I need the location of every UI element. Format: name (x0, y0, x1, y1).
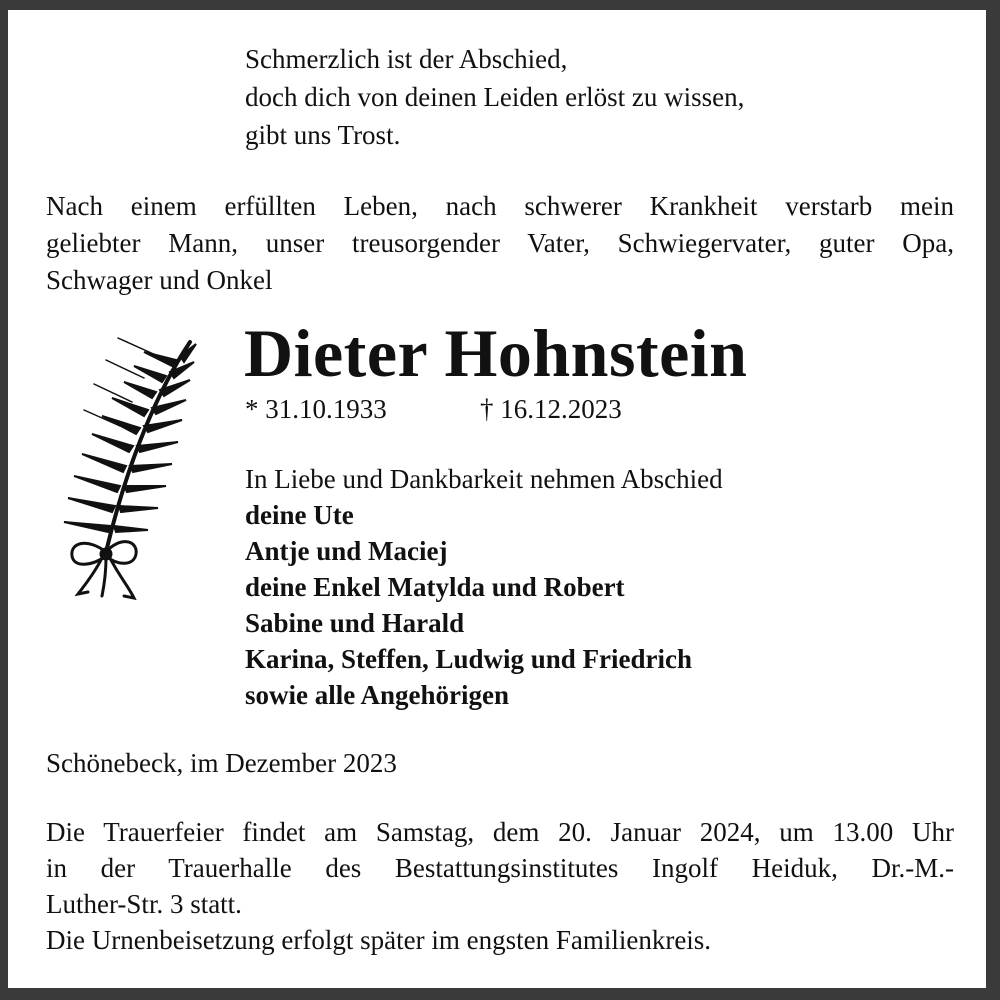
mourner-name: sowie alle Angehörigen (245, 680, 509, 710)
service-line: Luther-Str. 3 statt. (46, 889, 242, 919)
mourner-name: deine Ute (245, 500, 354, 530)
intro-line: Nach einem erfüllten Leben, nach schwerer Krankheit verstarb mein (46, 191, 954, 221)
intro-paragraph (46, 188, 954, 299)
intro-line: geliebter Mann, unser treusorgender Vater, Schwiegervater, guter Opa, (46, 228, 954, 258)
intro-line: Schwager und Onkel (46, 265, 273, 295)
mourners-list (245, 461, 723, 713)
memorial-verse (245, 40, 744, 154)
deceased-name: Dieter Hohnstein (244, 315, 748, 391)
mourner-name: Antje und Maciej (245, 536, 448, 566)
verse-line: Schmerzlich ist der Abschied, (245, 44, 568, 74)
birth-date: * 31.10.1933 (245, 394, 387, 424)
palm-branch-icon (48, 330, 198, 610)
mourner-name: Karina, Steffen, Ludwig und Friedrich (245, 644, 693, 674)
service-details (46, 814, 954, 958)
obituary-notice (8, 10, 986, 988)
service-line: in der Trauerhalle des Bestattungsinstitutes Ingolf Heiduk, Dr.-M.- (46, 853, 954, 883)
mourner-name: deine Enkel Matylda und Robert (245, 572, 625, 602)
place-date: Schönebeck, im Dezember 2023 (46, 748, 397, 778)
verse-line: doch dich von deinen Leiden erlöst zu wissen, (245, 82, 745, 112)
mourner-name: Sabine und Harald (245, 608, 465, 638)
service-line: Die Urnenbeisetzung erfolgt später im engsten Familienkreis. (46, 925, 712, 955)
verse-line: gibt uns Trost. (245, 120, 401, 150)
death-date: † 16.12.2023 (480, 394, 622, 424)
mourners-heading: In Liebe und Dankbarkeit nehmen Abschied (245, 464, 723, 494)
service-line: Die Trauerfeier findet am Samstag, dem 20. Januar 2024, um 13.00 Uhr (46, 817, 954, 847)
